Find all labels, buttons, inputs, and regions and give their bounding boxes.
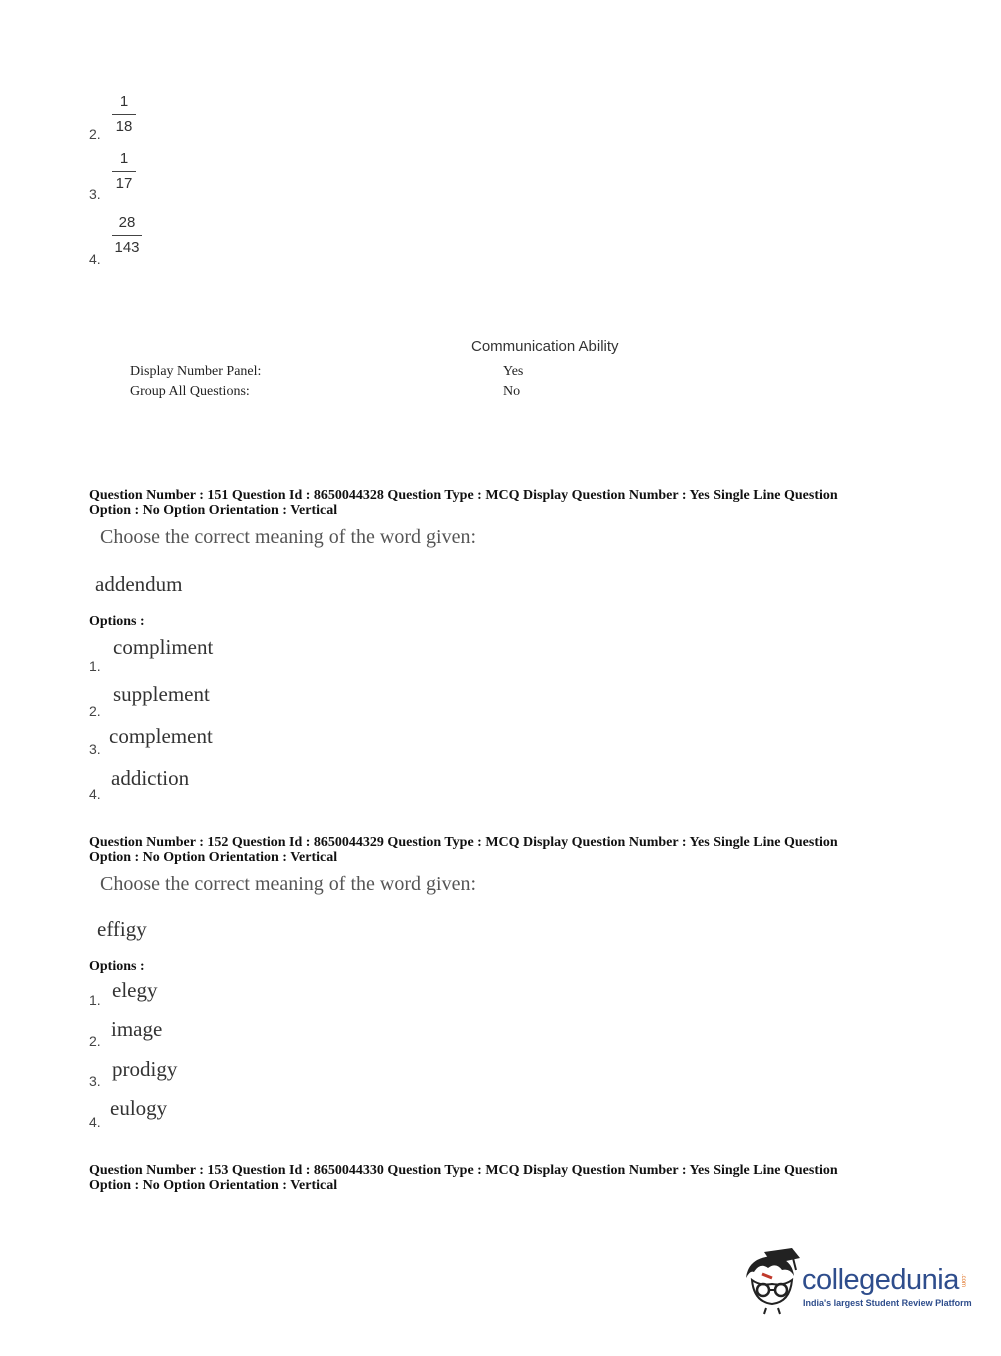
question-meta-line: Option : No Option Orientation : Vertical xyxy=(89,850,338,865)
option-text[interactable]: addiction xyxy=(111,766,190,790)
logo-tagline: India's largest Student Review Platform xyxy=(803,1298,972,1308)
option-text[interactable]: compliment xyxy=(113,635,214,659)
denominator: 18 xyxy=(115,118,133,135)
denominator: 143 xyxy=(114,239,140,256)
section-row-label: Group All Questions: xyxy=(130,384,250,399)
question-meta xyxy=(89,488,838,518)
option-text[interactable]: complement xyxy=(109,724,213,748)
question-meta-line: Question Number : 151 Question Id : 8650044328 Question Type : MCQ Display Question Number : Yes Single Line Question xyxy=(89,488,838,503)
logo-suffix: .com xyxy=(960,1274,966,1288)
fraction xyxy=(112,149,136,194)
question-meta xyxy=(89,1163,838,1193)
option-text[interactable]: prodigy xyxy=(112,1057,178,1081)
section-row-value: No xyxy=(503,384,521,399)
option-number: 1. xyxy=(89,992,101,1008)
question-meta-line: Question Number : 152 Question Id : 8650044329 Question Type : MCQ Display Question Number : Yes Single Line Question xyxy=(89,835,838,850)
option-number: 3. xyxy=(89,186,101,202)
denominator: 17 xyxy=(115,175,133,192)
fraction xyxy=(112,213,142,258)
numerator: 28 xyxy=(118,214,136,231)
option-number: 2. xyxy=(89,703,101,719)
question-meta-line: Option : No Option Orientation : Vertical xyxy=(89,503,338,518)
option-text[interactable]: supplement xyxy=(113,682,210,706)
option-number: 1. xyxy=(89,658,101,674)
collegedunia-logo[interactable] xyxy=(742,1248,972,1318)
section-row-value: Yes xyxy=(503,364,524,379)
section-row-label: Display Number Panel: xyxy=(130,364,262,379)
numerator: 1 xyxy=(119,93,129,110)
question-word: effigy xyxy=(97,917,147,941)
fraction xyxy=(112,92,136,137)
section-title: Communication Ability xyxy=(471,338,619,355)
option-text[interactable]: image xyxy=(111,1017,163,1041)
option-text[interactable]: elegy xyxy=(112,978,158,1002)
question-meta-line: Question Number : 153 Question Id : 8650044330 Question Type : MCQ Display Question Number : Yes Single Line Question xyxy=(89,1163,838,1178)
question-meta-line: Option : No Option Orientation : Vertical xyxy=(89,1178,338,1193)
option-number: 3. xyxy=(89,1073,101,1089)
question-prompt: Choose the correct meaning of the word given: xyxy=(100,873,476,895)
option-number: 4. xyxy=(89,1114,101,1130)
mascot-icon xyxy=(742,1248,802,1316)
options-label: Options : xyxy=(89,959,145,974)
option-number: 4. xyxy=(89,251,101,267)
logo-name: collegedunia xyxy=(802,1264,959,1296)
question-meta xyxy=(89,835,838,865)
option-number: 2. xyxy=(89,126,101,142)
question-word: addendum xyxy=(95,572,183,596)
options-label: Options : xyxy=(89,614,145,629)
option-number: 2. xyxy=(89,1033,101,1049)
numerator: 1 xyxy=(119,150,129,167)
option-number: 4. xyxy=(89,786,101,802)
question-prompt: Choose the correct meaning of the word given: xyxy=(100,526,476,548)
option-text[interactable]: eulogy xyxy=(110,1096,168,1120)
option-number: 3. xyxy=(89,741,101,757)
